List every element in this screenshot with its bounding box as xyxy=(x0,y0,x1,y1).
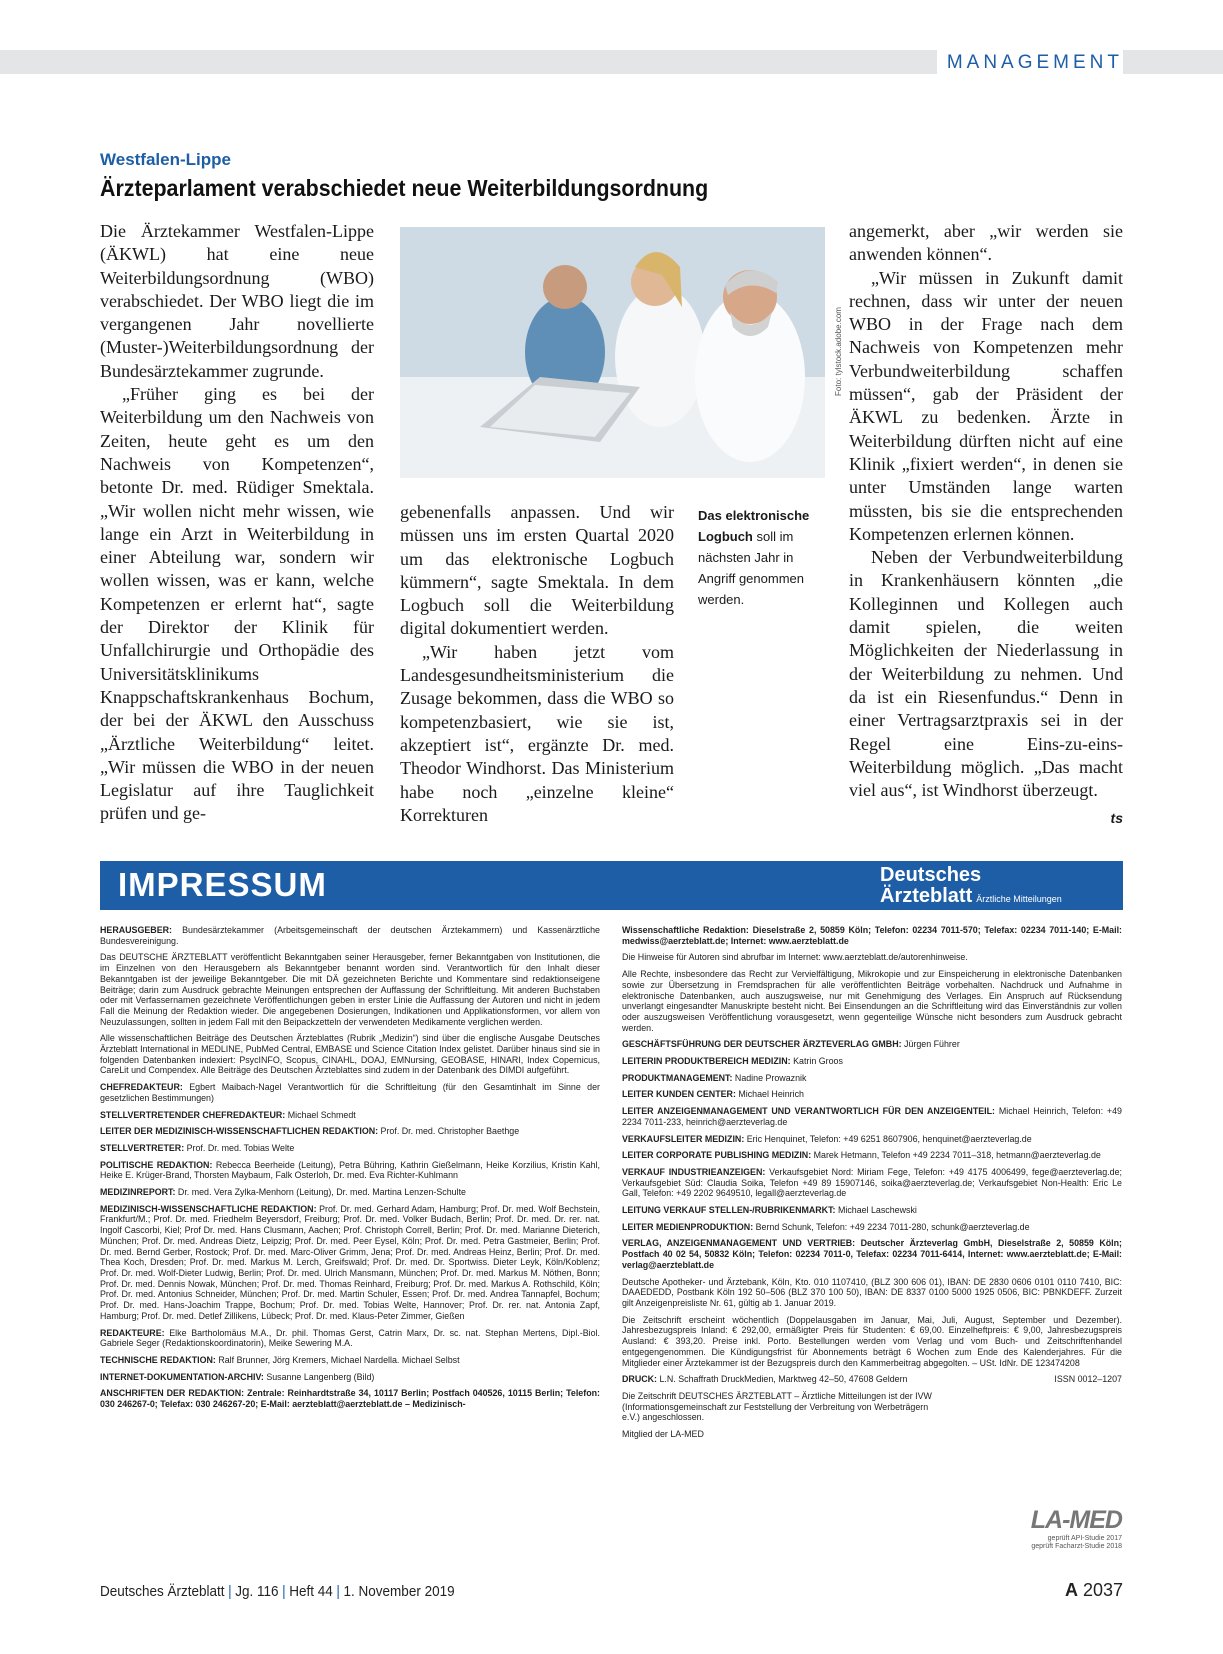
paragraph: „Wir haben jetzt vom Landesgesundheitsministerium die Zusage bekommen, dass die WBO so kompetenzbasiert, wie sie ist, akzeptiert ist“, ergänzte Dr. med. Theodor Windhorst. Das Ministerium habe noch „einzelne kleine“ Korrekturen xyxy=(400,641,674,825)
section-label: MANAGEMENT xyxy=(937,50,1123,74)
impressum-entry: MEDIZINREPORT: Dr. med. Vera Zylka-Menhorn (Leitung), Dr. med. Martina Lenzen-Schulte xyxy=(100,1187,466,1198)
impressum-entry: INTERNET-DOKUMENTATION-ARCHIV: Susanne Langenberg (Bild) xyxy=(100,1371,375,1382)
paragraph: „Wir müssen in Zukunft damit rechnen, dass wir unter der neuen WBO in der Frage nach dem Nachweis von Kompetenzen mehr Verbundweiterbildung schaffen müssen“, gab der Präsident der ÄKWL zu bedenken. Ärzte in Weiterbildung dürften nicht auf eine Klinik „fixiert werden“, in denen sie unter Umständen lange warten müssten, bis sie die entsprechenden Kompetenzen erlernen können. xyxy=(849,267,1123,544)
paragraph: Neben der Verbundweiterbildung in Krankenhäusern könnten „die Kolleginnen und Kollegen auch damit spielen, die weiten Möglichkeiten der Niederlassung in der Weiterbildung zu nehmen. Und da ist ein Riesenfundus.“ Denn in einer Vertragsarztpraxis sei in der Regel eine Eins-zu-eins-Weiterbildung möglich. „Das macht viel aus“, ist Windhorst überzeugt. ts xyxy=(849,546,1123,802)
impressum-entry: STELLVERTRETER: Prof. Dr. med. Tobias Welte xyxy=(100,1142,295,1153)
caption-bold: Das elektronische Logbuch xyxy=(698,508,810,544)
article-headline: Ärzteparlament verabschiedet neue Weiterbildungsordnung xyxy=(100,175,709,201)
paragraph: „Früher ging es bei der Weiterbildung um den Nachweis von Zeiten, heute geht es um den Nachweis von Kompetenzen“, betonte Dr. med. Rüdiger Smektala. „Wir wollen nicht mehr wissen, wie lange ein Arzt in Weiterbildung in einer Abteilung war, sondern wir wollen wissen, was er kann, welche Kompetenzen er erlernt hat“, sagte der Direktor der Klinik für Unfallchirurgie und Orthopädie des Universitätsklinikums Knappschaftskrankenhaus Bochum, der bei der ÄKWL den Ausschuss „Ärztliche Weiterbildung“ leitet. „Wir müssen die WBO in der neuen Legislatur auf ihre Tauglichkeit prüfen und ge- xyxy=(100,384,374,824)
article-photo xyxy=(400,227,844,478)
page-number: A 2037 xyxy=(1064,1580,1123,1600)
doctors-laptop-illustration xyxy=(400,227,825,478)
impressum-entry: LEITER CORPORATE PUBLISHING MEDIZIN: Marek Hetmann, Telefon +49 2234 7011–318, hetmann@aerzteverlag.de xyxy=(622,1150,1101,1161)
impressum-entry: REDAKTEURE: Elke Bartholomäus M.A., Dr. phil. Thomas Gerst, Catrin Marx, Dr. sc. nat. Stephan Mertens, Dipl.-Biol. Gabriele Seger (Redaktionskoordinatorin), Meike Sewering M.A. xyxy=(100,1327,600,1349)
impressum-entry: Das DEUTSCHE ÄRZTEBLATT veröffentlicht Bekanntgaben seiner Herausgeber, ferner Bekanntgaben von Institutionen, die im Einzelnen von den Herausgebern als Bekanntgeber benannt worden sind. Verantwortlich für den Inhalt dieser Bekanntgaben ist der jeweilige Bekanntgeber. Die mit DÄ gezeichneten Berichte und Kommentare sind redaktionseigene Beiträge; darin zum Ausdruck gebrachte Meinungen entsprechen der Auffassung der Schriftleitung. Mit anderen Buchstaben oder mit Verfassernamen gezeichnete Veröffentlichungen geben in erster Linie die Auffassung der Autoren und nicht in jedem Fall die Meinung der Redaktion wieder. Die angegebenen Dosierungen, Indikationen und Applikationsformen, vor allem von Neuzulassungen, sollten in jedem Fall mit den Beipackzetteln der verwendeten Medikamente verglichen werden. xyxy=(100,952,600,1027)
impressum-entry: LEITUNG VERKAUF STELLEN-/RUBRIKENMARKT: Michael Laschewski xyxy=(622,1205,917,1216)
impressum-entry: Die Zeitschrift DEUTSCHES ÄRZTEBLATT – Ärztliche Mitteilungen ist der IVW (Informationsgemeinschaft zur Feststellung der Verbreitung von Werbeträgern e.V.) angeschlossen. xyxy=(622,1390,932,1423)
journal-logo: Deutsches Ärzteblatt Ärztliche Mitteilungen xyxy=(880,864,1062,907)
photo-caption xyxy=(698,505,828,610)
impressum-entry: VERKAUF INDUSTRIEANZEIGEN: Verkaufsgebiet Nord: Miriam Fege, Telefon: +49 4175 4006499, fege@aerzteverlag.de; Verkaufsgebiet Süd: Claudia Soika, Telefon +49 89 15907146, soika@aerzteverlag.de; Verkaufsgebiet Non-Health: Eric Le Gall, Telefon: +49 2202 9649510, legall@aerzteverlag.de xyxy=(622,1166,1122,1199)
impressum-entry: LEITER ANZEIGENMANAGEMENT UND VERANTWORTLICH FÜR DEN ANZEIGENTEIL: Michael Heinrich, Telefon: +49 2234 7011-233, heinrich@aerzteverlag.de xyxy=(622,1106,1122,1127)
impressum-entry: STELLVERTRETENDER CHEFREDAKTEUR: Michael Schmedt xyxy=(100,1109,356,1120)
journal-name: Deutsches Ärzteblatt xyxy=(100,1583,225,1600)
author-signature: ts xyxy=(1110,810,1123,827)
paragraph: Die Ärztekammer Westfalen-Lippe (ÄKWL) hat eine neue Weiterbildungsordnung (WBO) verabschiedet. Der WBO liegt die im vergangenen Jahr novellierte (Muster-)Weiterbildungsordnung der Bundesärztekammer zugrunde. xyxy=(100,221,374,381)
impressum-entry: PRODUKTMANAGEMENT: Nadine Prowaznik xyxy=(622,1072,807,1083)
impressum-entry: GESCHÄFTSFÜHRUNG DER DEUTSCHER ÄRZTEVERLAG GMBH: Jürgen Führer xyxy=(622,1039,960,1050)
impressum-entry: Mitglied der LA-MED xyxy=(622,1429,704,1440)
article-kicker: Westfalen-Lippe xyxy=(100,150,231,169)
issue: Heft 44 xyxy=(289,1583,333,1600)
impressum-entry: Die Hinweise für Autoren sind abrufbar im Internet: www.aerzteblatt.de/autorenhinweise. xyxy=(622,952,968,963)
impressum-entry: Alle Rechte, insbesondere das Recht zur Vervielfältigung, Mikrokopie und zur Einspeicherung in elektronische Datenbanken sowie zur Übersetzung in Fremdsprachen für alle veröffentlichten Beiträge vorbehalten. Nachdruck und Aufnahme in elektronische Datenbanken, auch auszugsweise, nur mit Genehmigung des Verlages. Ein Anspruch auf Rücksendung unverlangt eingesandter Manuskripte besteht nicht. Bei Einsendungen an die Schriftleitung wird das Einverständnis zur vollen oder auszugsweisen Veröffentlichung vorausgesetzt, wenn gegenteilige Wünsche nicht besonders zum Ausdruck gebracht werden. xyxy=(622,969,1122,1033)
paragraph: gebenenfalls anpassen. Und wir müssen uns im ersten Quartal 2020 um das elektronische Logbuch kümmern“, sagte Smektala. In dem Logbuch soll die Weiterbildung digital dokumentiert werden. xyxy=(400,502,674,639)
impressum-left-column xyxy=(100,925,600,1416)
impressum-entry: Alle wissenschaftlichen Beiträge des Deutschen Ärzteblattes (Rubrik „Medizin“) sind über die englische Ausgabe Deutsches Ärzteblatt International in MEDLINE, PubMed Central, EMBASE und Science Citation Index gelistet. Darüber hinaus sind sie in folgenden Datenbanken indexiert: PsycINFO, Scopus, CINAHL, DOAJ, EMNursing, GEOBASE, HINARI, Index Copernicus, CareLit und Compendex. Alle Beiträge des Deutschen Ärzteblattes sind zudem in der Datenbank des DIMDI aufgeführt. xyxy=(100,1033,600,1076)
impressum-entry: Deutsche Apotheker- und Ärztebank, Köln, Kto. 010 1107410, (BLZ 300 606 01), IBAN: DE 2830 0606 0101 0110 7410, BIC: DAAEDEDD, Postbank Köln 192 50–506 (BLZ 370 100 50), IBAN: DE 8337 0100 5000 1925 0506, BIC: PBNKDEFF. Zurzeit gilt Anzeigenpreisliste Nr. 61, gültig ab 1. Januar 2019. xyxy=(622,1276,1122,1308)
page-footer: Deutsches Ärzteblatt | Jg. 116 | Heft 44 | 1. November 2019 xyxy=(100,1583,455,1600)
impressum-entry: Wissenschaftliche Redaktion: Dieselstraße 2, 50859 Köln; Telefon: 02234 7011-570; Telefax: 02234 7011-140; E-Mail: medwiss@aerzteblatt.de; Internet: www.aerzteblatt.de xyxy=(622,925,1122,946)
impressum-right-column xyxy=(622,925,1122,1446)
article-column-3 xyxy=(849,220,1123,831)
photo-credit: Foto: tylstock.adobe.com xyxy=(834,307,844,396)
issn: ISSN 0012–1207 xyxy=(1054,1374,1122,1385)
article-column-2 xyxy=(400,501,674,827)
issue-date: 1. November 2019 xyxy=(343,1583,455,1600)
volume: Jg. 116 xyxy=(235,1583,279,1600)
article-column-1 xyxy=(100,220,374,826)
impressum-entry: POLITISCHE REDAKTION: Rebecca Beerheide (Leitung), Petra Bühring, Kathrin Gießelmann, Heike Korzilius, Kristin Kahl, Heike E. Krüger-Brand, Thorsten Maybaum, Falk Osterloh, Dr. med. Eva Richter-Kuhlmann xyxy=(100,1159,600,1181)
impressum-entry: VERKAUFSLEITER MEDIZIN: Eric Henquinet, Telefon: +49 6251 8607906, henquinet@aerzteverlag.de xyxy=(622,1133,1032,1144)
impressum-entry: TECHNISCHE REDAKTION: Ralf Brunner, Jörg Kremers, Michael Nardella. Michael Selbst xyxy=(100,1354,460,1365)
impressum-entry: LEITER KUNDEN CENTER: Michael Heinrich xyxy=(622,1089,804,1100)
impressum-entry: DRUCK: L.N. Schaffrath DruckMedien, Marktweg 42–50, 47608 Geldern ISSN 0012–1207 xyxy=(622,1374,1122,1385)
impressum-entry: HERAUSGEBER: Bundesärztekammer (Arbeitsgemeinschaft der deutschen Ärztekammern) und Kassenärztliche Bundesvereinigung. xyxy=(100,925,600,946)
caption-text: soll im nächsten Jahr in Angriff genommen werden. xyxy=(698,529,804,607)
impressum-entry: Die Zeitschrift erscheint wöchentlich (Doppelausgaben im Januar, Mai, Juli, August, September und Dezember). Jahresbezugspreis Inland: € 292,00, ermäßigter Preis für Studenten: € 69,00. Einzelheftpreis: € 9,00, Jahresbezugspreis Ausland: € 393,20. Preise inkl. Porto. Bestellungen werden vom Verlag und vom Buch- und Zeitschriftenhandel entgegengenommen. Die Kündigungsfrist für Abonnements beträgt 6 Wochen zum Ende des Kalenderjahres. Für die Mitglieder einer Ärztekammer ist der Bezugspreis durch den Kammerbeitrag abgegolten. – USt. IdNr. DE 123474208 xyxy=(622,1314,1122,1368)
impressum-entry: VERLAG, ANZEIGENMANAGEMENT UND VERTRIEB: Deutscher Ärzteverlag GmbH, Dieselstraße 2, 50859 Köln; Postfach 40 02 54, 50832 Köln; Telefon: 02234 7011-0, Telefax: 02234 7011-6414, Internet: www.aerzteblatt.de; E-Mail: verlag@aerzteblatt.de xyxy=(622,1238,1122,1270)
impressum-entry: LEITERIN PRODUKTBEREICH MEDIZIN: Katrin Groos xyxy=(622,1056,843,1067)
impressum-entry: LEITER DER MEDIZINISCH-WISSENSCHAFTLICHEN REDAKTION: Prof. Dr. med. Christopher Baethge xyxy=(100,1126,520,1137)
impressum-entry: LEITER MEDIENPRODUKTION: Bernd Schunk, Telefon: +49 2234 7011-280, schunk@aerzteverlag.de xyxy=(622,1221,1030,1232)
paragraph: angemerkt, aber „wir werden sie anwenden können“. xyxy=(849,221,1123,265)
impressum-entry: ANSCHRIFTEN DER REDAKTION: Zentrale: Reinhardtstraße 34, 10117 Berlin; Postfach 040526, 10115 Berlin; Telefon: 030 246267-0; Telefax: 030 246267-20; E-Mail: aerzteblatt@aerzteblatt.de – Medizinisch- xyxy=(100,1388,600,1410)
impressum-entry: MEDIZINISCH-WISSENSCHAFTLICHE REDAKTION: Prof. Dr. med. Gerhard Adam, Hamburg; Prof. Dr. med. Wolf Bechstein, Frankfurt/M.; Prof. Dr. med. Friedhelm Beyersdorf, Freiburg; Prof. Dr. med. Volker Budach, Berlin; Prof. Dr. med. Dr. rer. nat. Ingolf Cascorbi, Kiel; Prof Dr. med. Hans Clusmann, Aachen; Prof. Christoph Correll, Berlin; Prof. Dr. med. Marianne Dieterich, München; Prof. Dr. med. Andreas Dietz, Leipzig; Prof. Dr. med. Peer Eysel, Köln; Prof. Dr. med. Petra Gastmeier, Berlin; Prof. Dr. med. Bernd Gerber, Rostock; Prof. Dr. med. Marc-Oliver Grimm, Jena; Prof. Dr. med. Andreas Heinz, Berlin; Prof. Dr. med. Thea Koch, Dresden; Prof. Dr. med. Markus M. Lerch, Greifswald; Prof. Dr. med. Dr. Sportwiss. Dieter Leyk, Köln/Koblenz; Prof. Dr. med. Wolf-Dieter Ludwig, Berlin; Prof. Dr. med. Ulrich Mansmann, München; Prof. Dr. med. Markus M. Nöthen, Bonn; Prof. Dr. med. Dennis Nowak, München; Prof. Dr. med. Thomas Reinhard, Freiburg; Prof. Dr. med. Markus A. Rothschild, Köln; Prof. Dr. med. Antonius Schneider, München; Prof. Dr. med. Martin Schuler, Essen; Prof. Dr. med. Andrea Tannapfel, Bochum; Prof. Dr. med. Hans-Joachim Trappe, Bochum; Prof. Dr. med. Tobias Welte, Hannover; Prof. Dr. rer. nat. Antonia Zapf, Hamburg; Prof. Dr. med. Detlef Zillikens, Lübeck; Prof. Dr. med. Klaus-Peter Zimmer, Gießen xyxy=(100,1203,600,1321)
impressum-entry: CHEFREDAKTEUR: Egbert Maibach-Nagel Verantwortlich für die Schriftleitung (für den Gesamtinhalt im Sinne der gesetzlichen Bestimmungen) xyxy=(100,1082,600,1103)
impressum-title: IMPRESSUM xyxy=(118,866,327,903)
la-med-logo: LA-MED geprüft API-Studie 2017 geprüft Facharzt-Studie 2018 xyxy=(1030,1506,1122,1550)
